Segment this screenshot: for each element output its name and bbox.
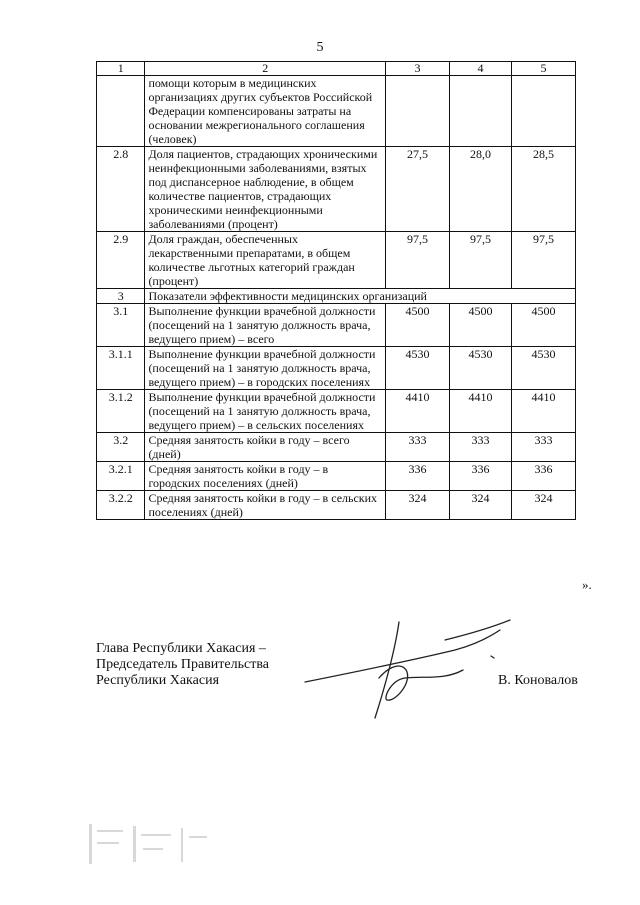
row-number-cell: 3.2 bbox=[97, 433, 145, 462]
table-row bbox=[97, 304, 576, 347]
signer-name: В. Коновалов bbox=[498, 673, 578, 688]
table-row bbox=[97, 433, 576, 462]
value-cell-col-3: 4500 bbox=[386, 304, 450, 347]
indicator-name-cell: Средняя занятость койки в году – в городских поселениях (дней) bbox=[145, 462, 386, 491]
table-header-row bbox=[97, 62, 576, 76]
section-title-cell: Показатели эффективности медицинских организаций bbox=[145, 289, 576, 304]
value-cell-col-5: 324 bbox=[512, 491, 576, 520]
value-cell-col-3: 336 bbox=[386, 462, 450, 491]
indicator-name-cell: Выполнение функции врачебной должности (посещений на 1 занятую должность врача, ведущего прием) – в городских поселениях bbox=[145, 347, 386, 390]
table-row bbox=[97, 289, 576, 304]
header-col-4: 4 bbox=[450, 62, 512, 76]
row-number-cell: 3 bbox=[97, 289, 145, 304]
handwritten-signature bbox=[295, 610, 525, 730]
value-cell-col-4: 4410 bbox=[450, 390, 512, 433]
table-row bbox=[97, 462, 576, 491]
page-number: 5 bbox=[316, 40, 324, 55]
row-number-cell: 3.1.2 bbox=[97, 390, 145, 433]
value-cell-col-5: 97,5 bbox=[512, 232, 576, 289]
value-cell-col-4: 4530 bbox=[450, 347, 512, 390]
row-number-cell: 2.8 bbox=[97, 147, 145, 232]
indicator-name-cell: помощи которым в медицинских организациях других субъектов Российской Федерации компенсированы затраты на основании межрегионального соглашения (человек) bbox=[145, 76, 386, 147]
value-cell-col-5: 336 bbox=[512, 462, 576, 491]
value-cell-col-3: 27,5 bbox=[386, 147, 450, 232]
signatory-title bbox=[96, 641, 269, 689]
value-cell-col-4: 333 bbox=[450, 433, 512, 462]
table-row bbox=[97, 347, 576, 390]
indicator-name-cell: Доля граждан, обеспеченных лекарственными препаратами, в общем количестве льготных категорий граждан (процент) bbox=[145, 232, 386, 289]
value-cell-col-3: 4530 bbox=[386, 347, 450, 390]
value-cell-col-4: 324 bbox=[450, 491, 512, 520]
row-number-cell: 3.2.1 bbox=[97, 462, 145, 491]
signatory-title-line: Председатель Правительства bbox=[96, 657, 269, 672]
row-number-cell: 3.1.1 bbox=[97, 347, 145, 390]
value-cell-col-5: 4410 bbox=[512, 390, 576, 433]
value-cell-col-4: 28,0 bbox=[450, 147, 512, 232]
indicator-name-cell: Доля пациентов, страдающих хроническими неинфекционными заболеваниями, взятых под диспансерное наблюдение, в общем количестве пациентов, страдающих хроническими неинфекционными заболеваниями (процент) bbox=[145, 147, 386, 232]
row-number-cell: 3.2.2 bbox=[97, 491, 145, 520]
value-cell-col-3: 97,5 bbox=[386, 232, 450, 289]
value-cell-col-5 bbox=[512, 76, 576, 147]
value-cell-col-5: 333 bbox=[512, 433, 576, 462]
value-cell-col-4: 4500 bbox=[450, 304, 512, 347]
value-cell-col-3: 4410 bbox=[386, 390, 450, 433]
indicator-name-cell: Средняя занятость койки в году – всего (дней) bbox=[145, 433, 386, 462]
closing-quote: ». bbox=[582, 577, 592, 592]
faded-stamp-mark bbox=[85, 820, 215, 870]
header-col-5: 5 bbox=[512, 62, 576, 76]
value-cell-col-4: 97,5 bbox=[450, 232, 512, 289]
row-number-cell: 3.1 bbox=[97, 304, 145, 347]
value-cell-col-4: 336 bbox=[450, 462, 512, 491]
signatory-title-line: Глава Республики Хакасия – bbox=[96, 641, 266, 656]
indicator-name-cell: Средняя занятость койки в году – в сельских поселениях (дней) bbox=[145, 491, 386, 520]
value-cell-col-5: 28,5 bbox=[512, 147, 576, 232]
value-cell-col-5: 4530 bbox=[512, 347, 576, 390]
signatory-title-line: Республики Хакасия bbox=[96, 673, 220, 688]
header-col-1: 1 bbox=[97, 62, 145, 76]
value-cell-col-3: 333 bbox=[386, 433, 450, 462]
value-cell-col-4 bbox=[450, 76, 512, 147]
value-cell-col-5: 4500 bbox=[512, 304, 576, 347]
table-row bbox=[97, 491, 576, 520]
table-row bbox=[97, 147, 576, 232]
row-number-cell: 2.9 bbox=[97, 232, 145, 289]
value-cell-col-3: 324 bbox=[386, 491, 450, 520]
indicator-name-cell: Выполнение функции врачебной должности (посещений на 1 занятую должность врача, ведущего прием) – в сельских поселениях bbox=[145, 390, 386, 433]
indicators-table bbox=[96, 61, 576, 520]
table-row bbox=[97, 232, 576, 289]
table-row bbox=[97, 76, 576, 147]
indicator-name-cell: Выполнение функции врачебной должности (посещений на 1 занятую должность врача, ведущего прием) – всего bbox=[145, 304, 386, 347]
value-cell-col-3 bbox=[386, 76, 450, 147]
header-col-3: 3 bbox=[386, 62, 450, 76]
header-col-2: 2 bbox=[145, 62, 386, 76]
table-row bbox=[97, 390, 576, 433]
row-number-cell bbox=[97, 76, 145, 147]
